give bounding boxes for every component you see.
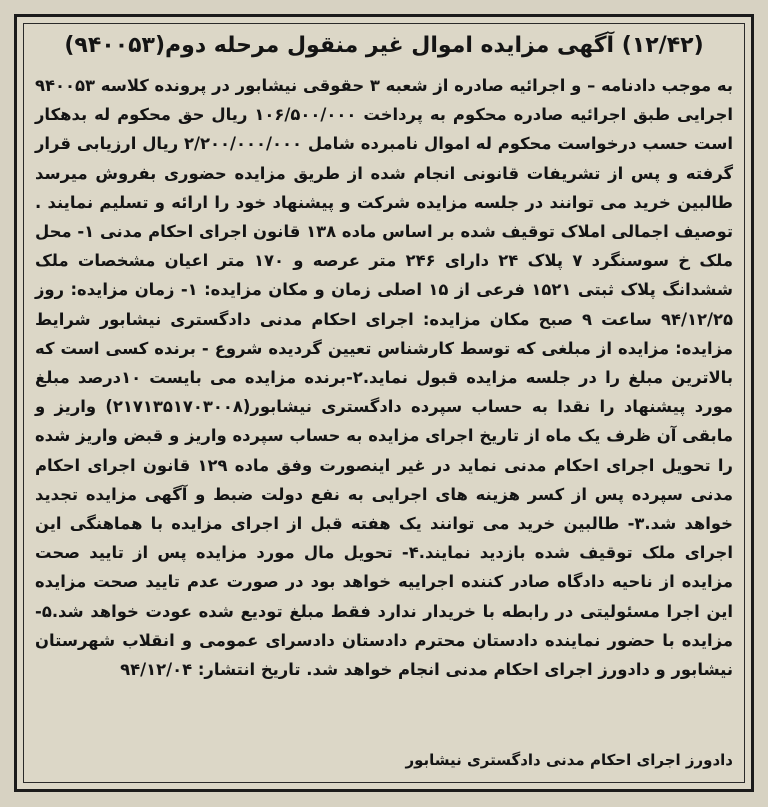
notice-body: به موجب دادنامه – و اجرائیه صادره از شعبه ۳ حقوقی نیشابور در پرونده کلاسه ۹۴۰۰۵۳ اجرایی طبق اجرائیه صادره محکوم به پرداخت ۱۰۶/۵۰۰/۰۰۰ ریال حق محکوم له بدهکار است حسب درخواست محکوم له اموال نامبرده شامل ۲/۲۰۰/۰۰۰/۰۰۰ ریال ارزیابی قرار گرفته و پس از تشریفات قانونی انجام شده از طریق مزایده حضوری بفروش میرسد طالبین خرید می توانند در جلسه مزایده شرکت و پیشنهاد خود را ارائه و تسلیم نمایند . توصیف اجمالی املاک توقیف شده بر اساس ماده ۱۳۸ قانون اجرای احکام مدنی ۱- محل ملک خ سوسنگرد ۷ پلاک ۲۴ دارای ۲۴۶ متر عرصه و ۱۷۰ متر اعیان مشخصات ملک ششدانگ پلاک ثبتی ۱۵۲۱ فرعی از ۱۵ اصلی زمان و مکان مزایده: ۱- زمان مزایده: روز ۹۴/۱۲/۲۵ ساعت ۹ صبح مکان مزایده: اجرای احکام مدنی دادگستری نیشابور شرایط مزایده: مزایده از مبلغی که توسط کارشناس تعیین گردیده شروع - برنده کسی است که بالاترین مبلغ را در جلسه مزایده قبول نماید.۲-برنده مزایده می بایست ۱۰درصد مبلغ مورد پیشنهاد را نقدا به حساب سپرده دادگستری نیشابور(۲۱۷۱۳۵۱۷۰۳۰۰۸) واریز و مابقی آن ظرف یک ماه از تاریخ اجرای مزایده به حساب سپرده واریز و قبض واریز شده را تحویل اجرای احکام مدنی نماید در غیر اینصورت وفق ماده ۱۲۹ قانون اجرای احکام مدنی سپرده پس از کسر هزینه های اجرایی به نفع دولت ضبط و آگهی مزایده تجدید خواهد شد.۳- طالبین خرید می توانند یک هفته قبل از اجرای مزایده با هماهنگی این اجرای ملک توقیف شده بازدید نمایند.۴- تحویل مال مورد مزایده پس از تایید صحت مزایده از ناحیه دادگاه صادر کننده اجراییه خواهد بود در صورت عدم تایید صحت مزایده این اجرا مسئولیتی در رابطه با خریدار ندارد فقط مبلغ تودیع شده عودت خواهد شد.۵- مزایده با حضور نماینده دادستان محترم دادستان دادسرای عمومی و انقلاب شهرستان نیشابور و دادورز اجرای احکام مدنی انجام خواهد شد. تاریخ انتشار: ۹۴/۱۲/۰۴ — [35, 76, 734, 680]
notice-content — [35, 31, 733, 775]
notice-frame — [14, 14, 754, 792]
notice-title: (۱۲/۴۲) آگهی مزایده اموال غیر منقول مرحله دوم(۹۴۰۰۵۳) — [64, 33, 704, 58]
notice-signature: دادورز اجرای احکام مدنی دادگستری نیشابور — [405, 751, 733, 769]
